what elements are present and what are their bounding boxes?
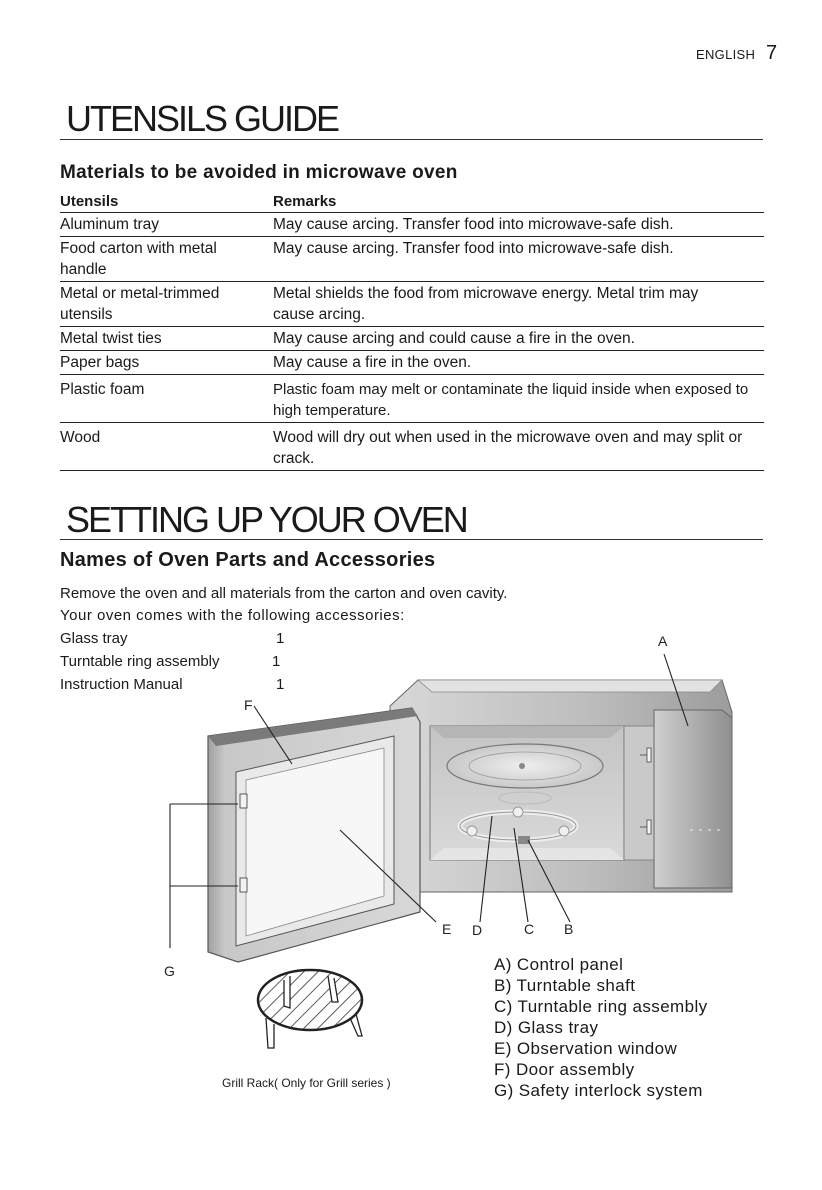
table-row — [60, 282, 764, 327]
legend-item: G) Safety interlock system — [494, 1081, 703, 1100]
utensil-cell: Paper bags — [60, 351, 273, 375]
intro-line-2: Your oven comes with the following accessories: — [60, 607, 405, 624]
label-g: G — [164, 963, 175, 979]
accessory-name: Instruction Manual — [60, 676, 183, 693]
table-header-row — [60, 190, 764, 213]
utensil-cell: Metal twist ties — [60, 327, 273, 351]
setting-up-title: SETTING UP YOUR OVEN — [66, 499, 467, 540]
utensils-table — [60, 190, 764, 471]
remark-cell: May cause a fire in the oven. — [273, 351, 764, 375]
label-c: C — [524, 921, 535, 937]
remark-cell: May cause arcing. Transfer food into microwave-safe dish. — [273, 237, 764, 282]
remark-cell: Metal shields the food from microwave energy. Metal trim may cause arcing. — [273, 282, 764, 327]
accessory-qty: 1 — [276, 676, 285, 693]
title-rule — [60, 139, 763, 140]
table-row — [60, 423, 764, 471]
utensil-cell: Plastic foam — [60, 375, 273, 423]
table-row — [60, 237, 764, 282]
table-row — [60, 327, 764, 351]
accessory-qty: 1 — [276, 630, 285, 647]
legend-item: E) Observation window — [494, 1039, 678, 1058]
utensil-cell: Wood — [60, 423, 273, 471]
remark-cell: Wood will dry out when used in the microwave oven and may split or crack. — [273, 423, 764, 471]
grill-rack-caption: Grill Rack( Only for Grill series ) — [222, 1076, 391, 1090]
door-assembly — [208, 708, 420, 962]
grill-rack — [258, 970, 362, 1048]
accessory-qty: 1 — [272, 653, 281, 670]
control-panel — [654, 710, 732, 888]
parts-legend — [494, 954, 708, 1101]
column-header-remarks: Remarks — [273, 190, 764, 213]
parts-subtitle: Names of Oven Parts and Accessories — [60, 549, 436, 571]
page-number: 7 — [766, 42, 778, 64]
accessory-name: Turntable ring assembly — [60, 653, 220, 670]
table-row — [60, 213, 764, 237]
legend-item: A) Control panel — [494, 955, 624, 974]
legend-item: F) Door assembly — [494, 1060, 635, 1079]
utensil-cell: Food carton with metal handle — [60, 237, 273, 282]
column-header-utensils: Utensils — [60, 190, 273, 213]
title-rule — [60, 539, 763, 540]
label-b: B — [564, 921, 574, 937]
table-row — [60, 351, 764, 375]
table-row — [60, 375, 764, 423]
utensil-cell: Metal or metal-trimmed utensils — [60, 282, 273, 327]
legend-item: B) Turntable shaft — [494, 976, 636, 995]
remark-cell: Plastic foam may melt or contaminate the liquid inside when exposed to high temperature. — [273, 375, 764, 423]
materials-subtitle: Materials to be avoided in microwave oven — [60, 162, 458, 183]
accessory-name: Glass tray — [60, 630, 128, 647]
legend-item: D) Glass tray — [494, 1018, 599, 1037]
legend-item: C) Turntable ring assembly — [494, 997, 708, 1016]
label-d: D — [472, 922, 483, 938]
label-e: E — [442, 921, 452, 937]
label-a: A — [658, 633, 668, 649]
header-language: ENGLISH — [696, 47, 756, 62]
utensils-guide-title: UTENSILS GUIDE — [66, 98, 339, 139]
remark-cell: May cause arcing and could cause a fire in the oven. — [273, 327, 764, 351]
label-f: F — [244, 697, 253, 713]
remark-cell: May cause arcing. Transfer food into microwave-safe dish. — [273, 213, 764, 237]
intro-line-1: Remove the oven and all materials from the carton and oven cavity. — [60, 585, 508, 602]
utensil-cell: Aluminum tray — [60, 213, 273, 237]
